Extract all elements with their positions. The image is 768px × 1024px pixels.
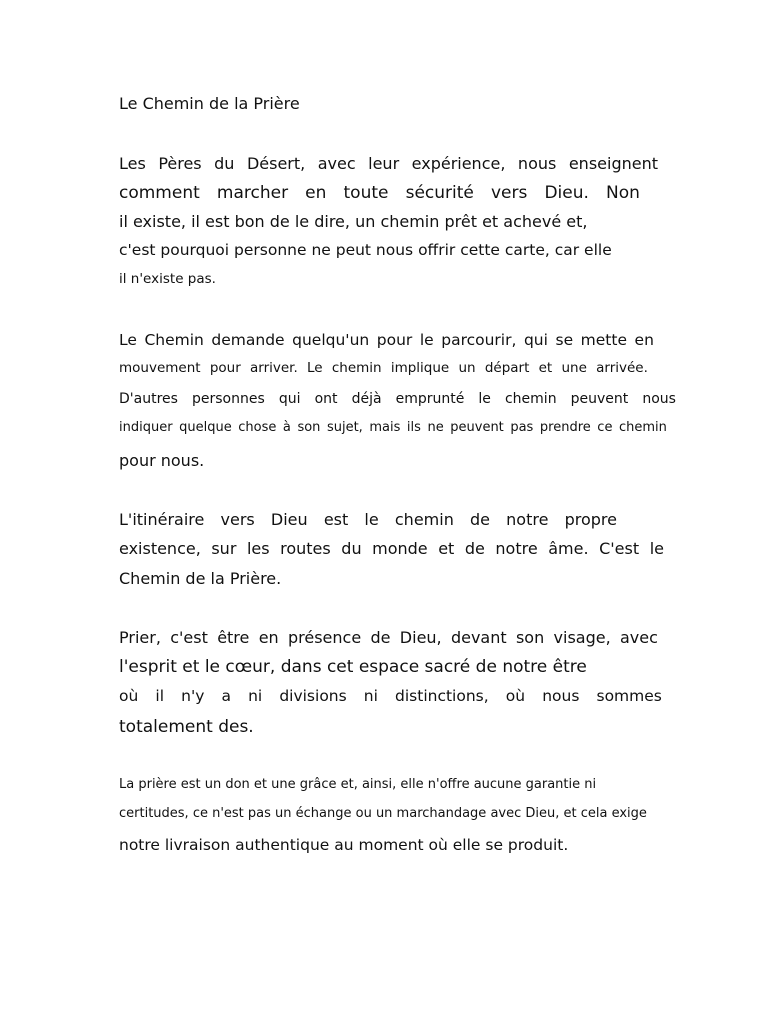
paragraph-line-text xyxy=(119,156,658,172)
word: et xyxy=(438,539,455,558)
word: nous xyxy=(642,391,676,407)
paragraph-line: l'esprit et le cœur, dans cet espace sacré de notre être xyxy=(119,657,587,677)
word: présence xyxy=(287,628,362,647)
paragraph-line: La prière est un don et une grâce et, ainsi, elle n'offre aucune garantie ni xyxy=(119,777,597,792)
word: toute xyxy=(343,183,389,203)
word: divisions xyxy=(279,687,347,705)
word: devant xyxy=(450,628,507,647)
word: quelque xyxy=(179,420,232,435)
word: leur xyxy=(368,154,400,173)
word: de xyxy=(464,539,485,558)
word: indiquer xyxy=(119,420,173,435)
word: demande xyxy=(211,331,285,349)
paragraph-line: pour nous. xyxy=(119,451,205,470)
word: qui xyxy=(278,391,301,407)
word: du xyxy=(341,539,362,558)
paragraph-line xyxy=(119,421,667,434)
word: comment xyxy=(119,183,200,203)
word: routes xyxy=(280,539,331,558)
word: chemin xyxy=(394,510,454,529)
word: en xyxy=(258,628,279,647)
word: chemin xyxy=(504,391,557,407)
word: Prier, xyxy=(119,628,161,647)
word: déjà xyxy=(351,391,382,407)
word: nous xyxy=(542,687,580,705)
word: et xyxy=(538,360,553,376)
word: monde xyxy=(372,539,428,558)
word: propre xyxy=(564,510,617,529)
word: de xyxy=(469,510,490,529)
word: Dieu. xyxy=(544,183,589,203)
word: se xyxy=(555,331,574,349)
word: marcher xyxy=(216,183,289,203)
paragraph-line: c'est pourquoi personne ne peut nous offrir cette carte, car elle xyxy=(119,241,612,259)
word: ni xyxy=(363,687,378,705)
word: implique xyxy=(390,360,450,376)
word: chemin xyxy=(331,360,382,376)
paragraph-line-text xyxy=(119,333,654,349)
paragraph-line xyxy=(119,630,658,646)
word: un xyxy=(458,360,476,376)
paragraph-line xyxy=(119,333,654,349)
word: a xyxy=(221,687,231,705)
word: D'autres xyxy=(119,391,178,407)
word: est xyxy=(323,510,349,529)
word: sécurité xyxy=(405,183,474,203)
word: prendre xyxy=(539,420,591,435)
word: pour xyxy=(376,331,413,349)
word: qui xyxy=(523,331,548,349)
word: âme. xyxy=(548,539,589,558)
word: Le xyxy=(307,360,323,376)
word: le xyxy=(364,510,379,529)
word: L'itinéraire xyxy=(119,510,205,529)
word: sujet, xyxy=(326,420,363,435)
word: ont xyxy=(314,391,338,407)
word: peuvent xyxy=(450,420,504,435)
paragraph-line xyxy=(119,362,648,376)
word: le xyxy=(649,539,664,558)
word: peuvent xyxy=(570,391,629,407)
word: sommes xyxy=(596,687,662,705)
word: distinctions, xyxy=(395,687,489,705)
word: sur xyxy=(211,539,237,558)
word: nous xyxy=(517,154,557,173)
word: Non xyxy=(606,183,640,203)
word: n'y xyxy=(181,687,205,705)
paragraph-line xyxy=(119,541,664,557)
word: du xyxy=(214,154,235,173)
word: ce xyxy=(597,420,613,435)
paragraph-line: il n'existe pas. xyxy=(119,271,216,287)
word: c'est xyxy=(170,628,208,647)
word: visage, xyxy=(553,628,611,647)
word: ils xyxy=(406,420,421,435)
paragraph-line: notre livraison authentique au moment où elle se produit. xyxy=(119,836,569,854)
word: ne xyxy=(427,420,444,435)
word: emprunté xyxy=(395,391,465,407)
paragraph-line-text xyxy=(119,392,676,406)
word: mette xyxy=(580,331,627,349)
word: existence, xyxy=(119,539,201,558)
word: où xyxy=(505,687,526,705)
word: de xyxy=(370,628,391,647)
paragraph-line: il existe, il est bon de le dire, un chemin prêt et achevé et, xyxy=(119,212,588,231)
word: les xyxy=(246,539,270,558)
paragraph-line xyxy=(119,689,662,705)
word: en xyxy=(305,183,327,203)
paragraph-line-text xyxy=(119,512,617,528)
word: quelqu'un xyxy=(292,331,370,349)
paragraph-line-text xyxy=(119,541,664,557)
word: son xyxy=(297,420,321,435)
word: vers xyxy=(490,183,528,203)
word: être xyxy=(217,628,250,647)
word: arrivée. xyxy=(596,360,648,376)
word: vers xyxy=(220,510,255,529)
word: mais xyxy=(369,420,401,435)
paragraph-line xyxy=(119,392,676,406)
word: une xyxy=(561,360,587,376)
word: Désert, xyxy=(246,154,306,173)
paragraph-line xyxy=(119,156,658,172)
word: parcourir, xyxy=(441,331,517,349)
word: C'est xyxy=(599,539,640,558)
word: notre xyxy=(495,539,538,558)
word: mouvement xyxy=(119,360,201,376)
word: Chemin xyxy=(144,331,204,349)
paragraph-line xyxy=(119,185,640,202)
paragraph-line: Chemin de la Prière. xyxy=(119,569,282,588)
word: Dieu, xyxy=(399,628,442,647)
word: départ xyxy=(484,360,530,376)
word: ni xyxy=(248,687,263,705)
word: avec xyxy=(619,628,658,647)
word: son xyxy=(515,628,545,647)
word: Dieu xyxy=(270,510,308,529)
word: pour xyxy=(209,360,241,376)
paragraph-line-text xyxy=(119,421,667,434)
word: Le xyxy=(119,331,137,349)
word: chemin xyxy=(619,420,667,435)
word: personnes xyxy=(192,391,265,407)
paragraph-line-text xyxy=(119,630,658,646)
word: en xyxy=(634,331,654,349)
paragraph-line-text xyxy=(119,362,648,376)
paragraph-line: certitudes, ce n'est pas un échange ou un marchandage avec Dieu, et cela exige xyxy=(119,806,647,821)
word: enseignent xyxy=(568,154,658,173)
word: le xyxy=(478,391,491,407)
paragraph-line-text xyxy=(119,689,662,705)
word: à xyxy=(282,420,291,435)
word: où xyxy=(119,687,139,705)
paragraph-line xyxy=(119,512,617,528)
word: avec xyxy=(317,154,356,173)
paragraph-line-text xyxy=(119,185,640,202)
document-title: Le Chemin de la Prière xyxy=(119,94,300,113)
word: pas xyxy=(510,420,534,435)
word: Pères xyxy=(158,154,202,173)
word: Les xyxy=(119,154,146,173)
word: expérience, xyxy=(411,154,506,173)
word: le xyxy=(419,331,434,349)
word: il xyxy=(155,687,165,705)
paragraph-line: totalement des. xyxy=(119,717,254,737)
word: arriver. xyxy=(249,360,298,376)
word: chose xyxy=(238,420,277,435)
word: notre xyxy=(506,510,549,529)
